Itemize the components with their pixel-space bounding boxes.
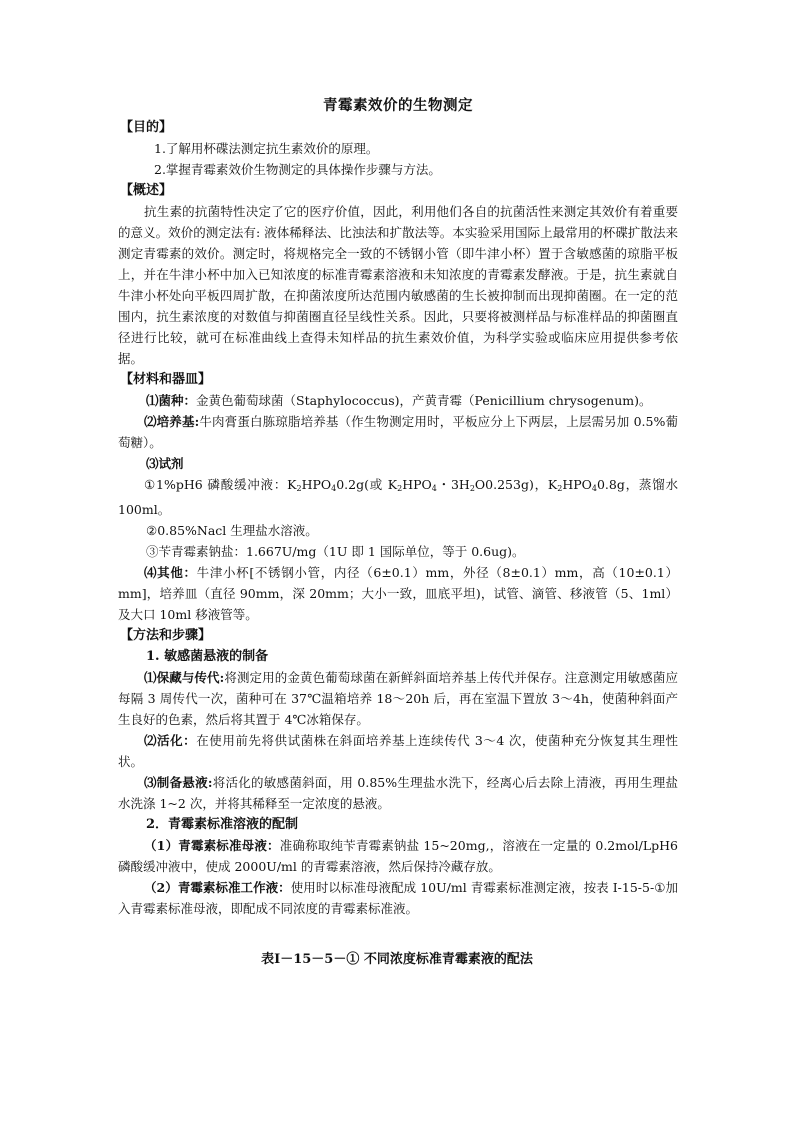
other-label: ⑷其他：: [144, 565, 197, 580]
stock-text: 准确称取纯苄青霉素钠盐 15~20mg,，溶液在一定量的 0.2mol/LpH6 磷酸缓冲液中，使成 2000U/ml 的青霉素溶液，然后保持冷藏存放。: [118, 838, 678, 874]
subscript: 2: [296, 484, 302, 493]
medium-line: [118, 411, 678, 453]
step1-preserve: [118, 667, 678, 730]
strain-label: ⑴菌种：: [146, 393, 197, 408]
subscript: 4: [331, 484, 337, 493]
preserve-label: ⑴保藏与传代:: [144, 670, 225, 685]
step2-title: 2．青霉素标准溶液的配制: [146, 817, 299, 832]
methods-heading: 【方法和步骤】: [120, 628, 212, 643]
table-caption: 表Ⅰ－15－5－① 不同浓度标准青霉素液的配法: [261, 952, 533, 967]
step2-stock: [118, 835, 678, 877]
working-text: 使用时以标准母液配成 10U/ml 青霉素标准测定液，按表 I-15-5-①加入青霉素标准母液，即配成不同浓度的青霉素标准液。: [118, 880, 678, 916]
aim-heading: 【目的】: [120, 120, 173, 135]
step1-title: 1. 敏感菌悬液的制备: [146, 649, 269, 664]
step1-suspension: [118, 772, 678, 814]
stock-label: （1）青霉素标准母液：: [144, 838, 280, 853]
suspension-text: 将活化的敏感菌斜面，用 0.85%生理盐水洗下，经离心后去除上清液，再用生理盐水洗涤 1~2 次，并将其稀释至一定浓度的悬液。: [118, 775, 678, 811]
materials-heading: 【材料和器皿】: [120, 372, 212, 387]
medium-label: ⑵培养基:: [144, 414, 200, 429]
subscript: 2: [469, 484, 475, 493]
formula-part: ①1%pH6 磷酸缓冲液：K: [144, 477, 297, 492]
preserve-text: 将测定用的金黄色葡萄球菌在新鲜斜面培养基上传代并保存。注意测定用敏感菌应每隔 3 周传代一次，菌种可在 37℃温箱培养 18～20h 后，再在室温下置放 3～4h，使菌种斜面产生良好的色素，然后将其置于 4℃冰箱保存。: [118, 670, 678, 727]
formula-part: HPO: [301, 477, 332, 492]
formula-part: O0.253g)，K: [474, 477, 558, 492]
formula-part: HPO: [562, 477, 592, 492]
formula-part: HPO: [402, 477, 432, 492]
document-title: 青霉素效价的生物测定: [323, 97, 473, 114]
activate-text: 在使用前先将供试菌株在斜面培养基上连续传代 3～4 次，使菌种充分恢复其生理性状。: [118, 733, 678, 769]
aim-item: 1.了解用杯碟法测定抗生素效价的原理。: [154, 141, 379, 156]
strain-text: 金黄色葡萄球菌（Staphylococcus)，产黄青霉（Penicillium chrysogenum)。: [196, 393, 652, 408]
aim-item: 2.掌握青霉素效价生物测定的具体操作步骤与方法。: [154, 162, 441, 177]
reagent-saline-line: ②0.85%Nacl 生理盐水溶液。: [146, 523, 318, 538]
other-text: 牛津小杯[不锈钢小管，内径（6±0.1）mm，外径（8±0.1）mm，高（10±0.1）mm]，培养皿（直径 90mm，深 20mm；大小一致，皿底平坦)，试管、滴管、移液管（5、1ml）及大口 10ml 移液管等。: [118, 565, 678, 622]
subscript: 4: [431, 484, 437, 493]
activate-label: ⑵活化：: [144, 733, 197, 748]
suspension-label: ⑶制备悬液:: [144, 775, 213, 790]
reagent-label: ⑶试剂: [146, 456, 184, 471]
reagent-buffer-line: [118, 474, 678, 520]
strain-line: [118, 390, 678, 411]
medium-text: 牛肉膏蛋白胨琼脂培养基（作生物测定用时，平板应分上下两层，上层需另加 0.5%葡萄糖）。: [118, 414, 678, 450]
step1-activate: [118, 730, 678, 772]
subscript: 2: [557, 484, 563, 493]
subscript: 2: [397, 484, 403, 493]
formula-part: ・3H: [436, 477, 470, 492]
reagent-penicillin-line: ③苄青霉素钠盐：1.667U/mg（1U 即 1 国际单位，等于 0.6ug)。: [146, 544, 525, 559]
formula-part: 0.8g，蒸馏水 100ml。: [118, 477, 678, 517]
step2-working: [118, 877, 678, 919]
document-body: [118, 92, 678, 919]
working-label: （2）青霉素标准工作液：: [144, 880, 291, 895]
formula-part: 0.2g(或 K: [336, 477, 398, 492]
other-line: [118, 562, 678, 625]
subscript: 4: [591, 484, 597, 493]
overview-paragraph: 抗生素的抗菌特性决定了它的医疗价值，因此，利用他们各自的抗菌活性来测定其效价有着重要的意义。效价的测定法有: 液体稀释法、比浊法和扩散法等。本实验采用国际上最常用的杯碟扩散法来测定青霉素的效价。测定时，将规格完全一致的不锈钢小管（即牛津小杯）置于含敏感菌的琼脂平板上，并在牛津小杯中加入已知浓度的标准青霉素溶液和未知浓度的青霉素发酵液。于是，抗生素就自牛津小杯处向平板四周扩散，在抑菌浓度所达范围内敏感菌的生长被抑制而出现抑菌圈。在一定的范围内，抗生素浓度的对数值与抑菌圈直径呈线性关系。因此，只要将被测样品与标准样品的抑菌圈直径进行比较，就可在标准曲线上查得未知样品的抗生素效价值，为科学实验或临床应用提供参考依据。: [118, 204, 678, 366]
overview-heading: 【概述】: [120, 183, 173, 198]
